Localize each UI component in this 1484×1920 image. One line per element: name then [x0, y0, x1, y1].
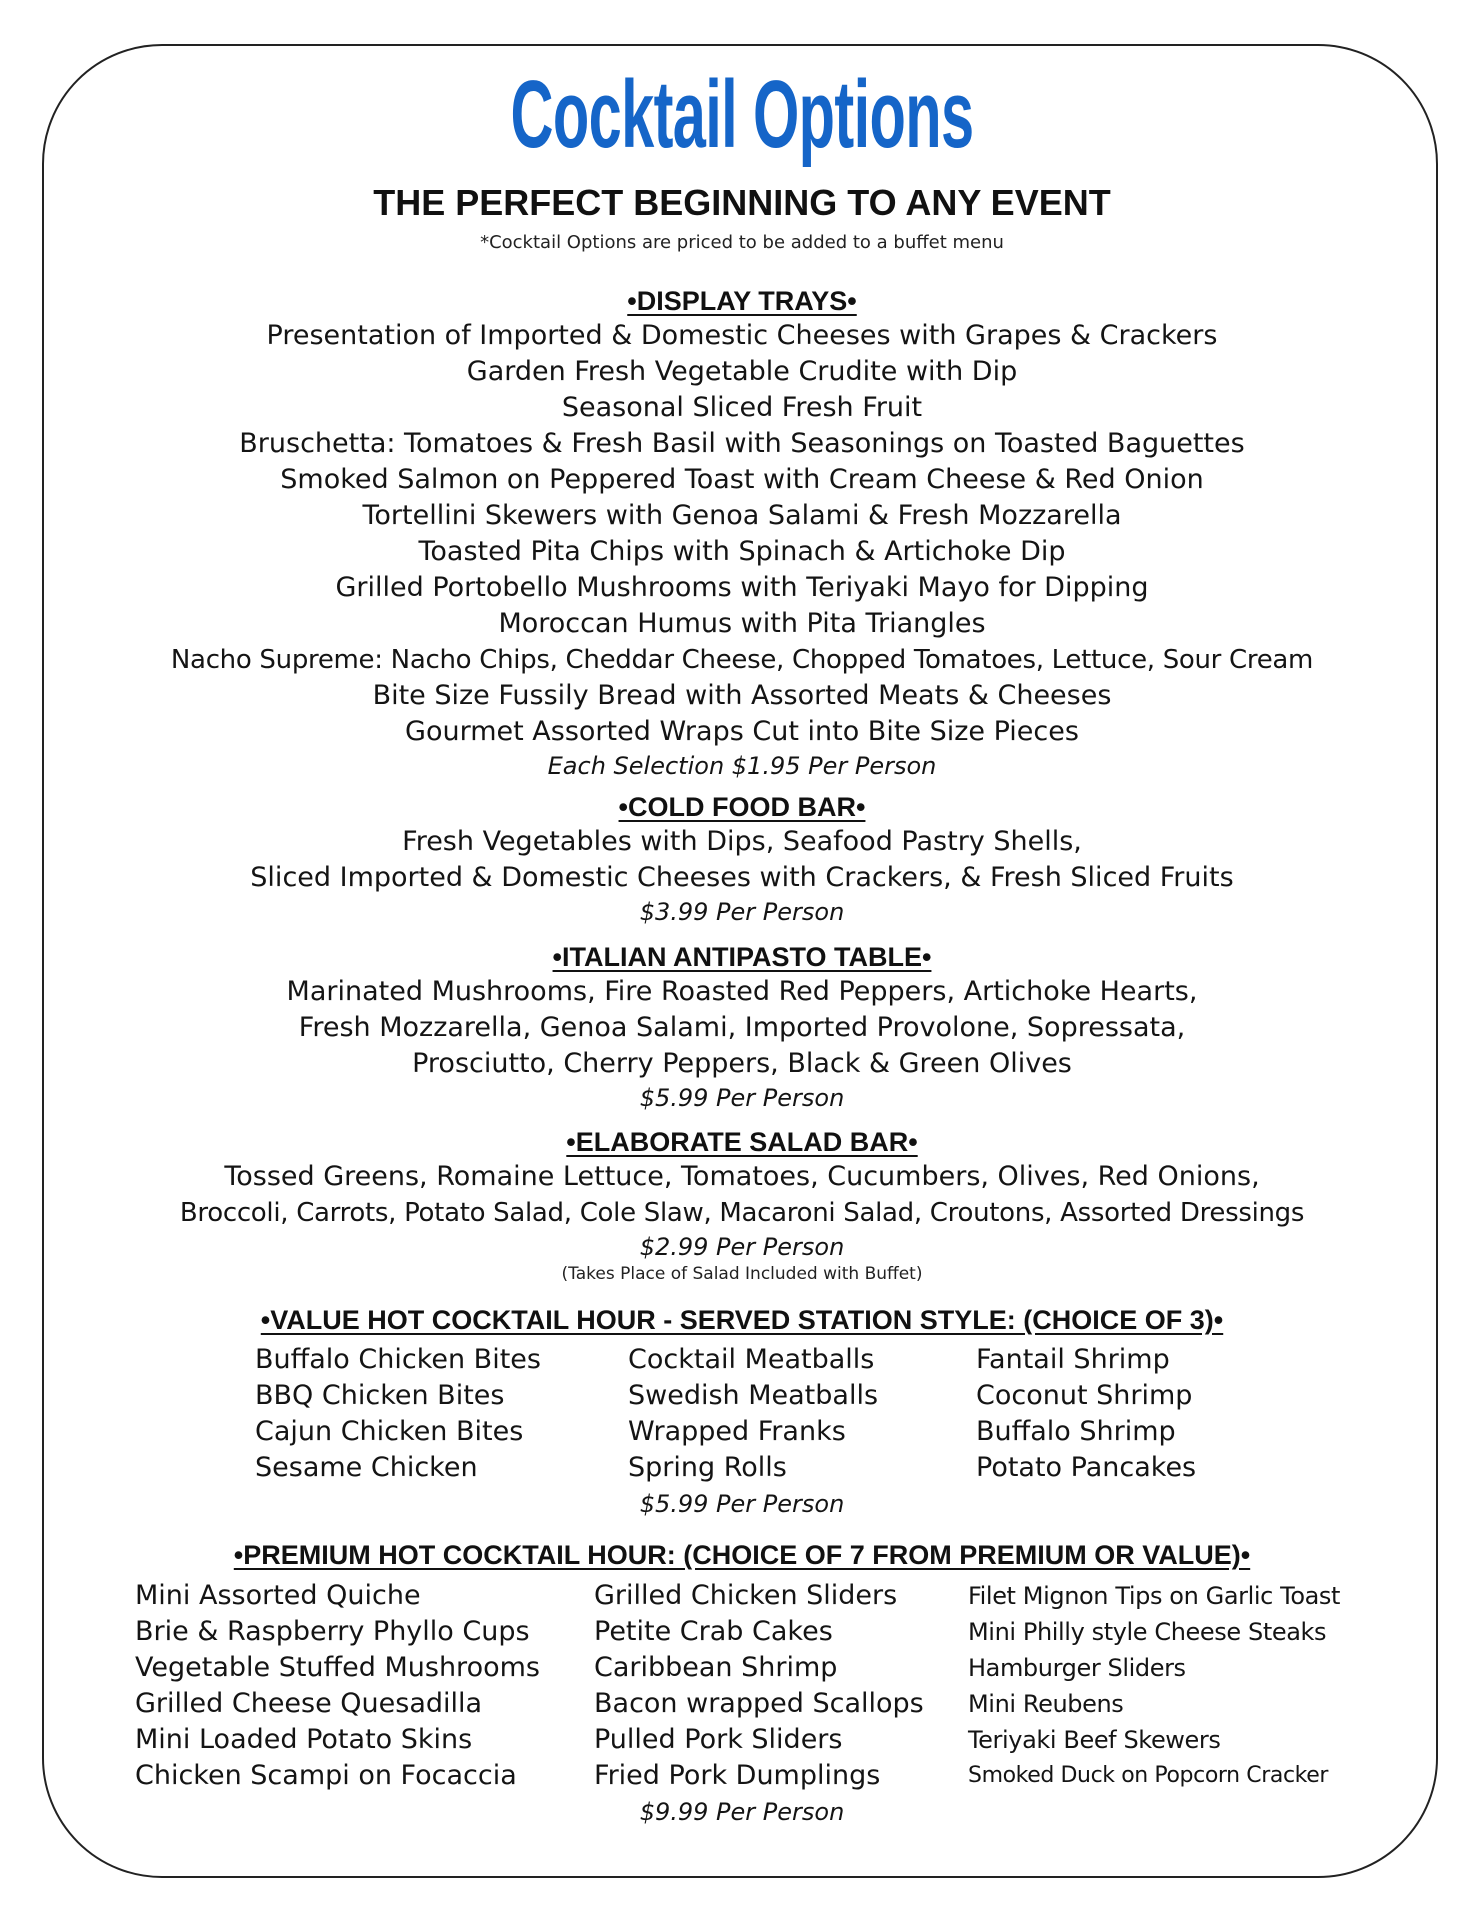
list-item: Swedish Meatballs	[628, 1380, 879, 1411]
section-price: $9.99 Per Person	[639, 1798, 845, 1826]
section-price: $2.99 Per Person	[639, 1233, 845, 1261]
list-item: Fresh Vegetables with Dips, Seafood Pastry Shells,	[402, 826, 1082, 857]
list-item: Smoked Duck on Popcorn Cracker	[968, 1763, 1328, 1788]
list-item: Fresh Mozzarella, Genoa Salami, Imported Provolone, Sopressata,	[298, 1012, 1186, 1043]
list-item: Toasted Pita Chips with Spinach & Artichoke Dip	[418, 536, 1066, 567]
list-item: Grilled Chicken Sliders	[594, 1580, 898, 1611]
salad-bar-section	[40, 1125, 1444, 1285]
premium-hour-heading-block	[40, 1538, 1444, 1572]
section-note: (Takes Place of Salad Included with Buffet)	[561, 1264, 923, 1284]
list-item: Gourmet Assorted Wraps Cut into Bite Size Pieces	[405, 716, 1079, 747]
section-heading: •VALUE HOT COCKTAIL HOUR - SERVED STATION STYLE: (CHOICE OF 3)•	[260, 1305, 1224, 1335]
section-price: Each Selection $1.95 Per Person	[547, 752, 937, 780]
section-price: $3.99 Per Person	[639, 898, 845, 926]
list-item: Mini Reubens	[968, 1690, 1124, 1718]
pricing-note: *Cocktail Options are priced to be added to a buffet menu	[480, 232, 1004, 253]
list-item: Buffalo Chicken Bites	[255, 1344, 541, 1375]
list-item: Moroccan Humus with Pita Triangles	[498, 608, 986, 639]
list-item: Seasonal Sliced Fresh Fruit	[561, 392, 923, 423]
page-title: Cocktail Options	[510, 61, 974, 168]
page-subtitle: THE PERFECT BEGINNING TO ANY EVENT	[373, 182, 1111, 223]
list-item: Grilled Portobello Mushrooms with Teriyaki Mayo for Dipping	[335, 572, 1149, 603]
list-item: Sliced Imported & Domestic Cheeses with Crackers, & Fresh Sliced Fruits	[250, 862, 1234, 893]
list-item: Potato Pancakes	[976, 1452, 1197, 1483]
list-item: Vegetable Stuffed Mushrooms	[135, 1652, 540, 1683]
list-item: Garden Fresh Vegetable Crudite with Dip	[466, 356, 1018, 387]
premium-hour-column-2	[594, 1578, 924, 1794]
list-item: Fantail Shrimp	[976, 1344, 1170, 1375]
list-item: Fried Pork Dumplings	[594, 1760, 881, 1791]
value-hour-heading-block	[40, 1303, 1444, 1337]
section-heading: •ELABORATE SALAD BAR•	[566, 1127, 918, 1157]
list-item: Smoked Salmon on Peppered Toast with Cream Cheese & Red Onion	[280, 464, 1204, 495]
section-heading: •COLD FOOD BAR•	[618, 792, 866, 822]
section-price: $5.99 Per Person	[639, 1490, 845, 1518]
list-item: Sesame Chicken	[255, 1452, 478, 1483]
list-item: Presentation of Imported & Domestic Cheeses with Grapes & Crackers	[266, 320, 1218, 351]
list-item: Spring Rolls	[628, 1452, 787, 1483]
value-hour-price-block	[40, 1488, 1444, 1520]
display-trays-section	[40, 284, 1444, 782]
list-item: Pulled Pork Sliders	[594, 1724, 843, 1755]
list-item: Bacon wrapped Scallops	[594, 1688, 924, 1719]
list-item: Prosciutto, Cherry Peppers, Black & Green Olives	[412, 1048, 1072, 1079]
list-item: Cajun Chicken Bites	[255, 1416, 524, 1447]
list-item: Teriyaki Beef Skewers	[968, 1726, 1221, 1754]
list-item: Filet Mignon Tips on Garlic Toast	[968, 1582, 1341, 1610]
list-item: Nacho Supreme: Nacho Chips, Cheddar Cheese, Chopped Tomatoes, Lettuce, Sour Cream	[170, 645, 1314, 675]
value-hour-column-1	[255, 1342, 541, 1486]
list-item: Petite Crab Cakes	[594, 1616, 833, 1647]
premium-hour-column-3	[968, 1578, 1340, 1794]
list-item: BBQ Chicken Bites	[255, 1380, 505, 1411]
list-item: Broccoli, Carrots, Potato Salad, Cole Slaw, Macaroni Salad, Croutons, Assorted Dressings	[179, 1198, 1305, 1228]
list-item: Buffalo Shrimp	[976, 1416, 1176, 1447]
list-item: Cocktail Meatballs	[628, 1344, 875, 1375]
list-item: Tortellini Skewers with Genoa Salami & Fresh Mozzarella	[362, 500, 1122, 531]
list-item: Chicken Scampi on Focaccia	[135, 1760, 517, 1791]
list-item: Wrapped Franks	[628, 1416, 846, 1447]
cold-food-bar-section	[40, 790, 1444, 928]
list-item: Bite Size Fussily Bread with Assorted Meats & Cheeses	[372, 680, 1112, 711]
list-item: Brie & Raspberry Phyllo Cups	[135, 1616, 530, 1647]
section-heading: •DISPLAY TRAYS•	[627, 286, 857, 316]
list-item: Tossed Greens, Romaine Lettuce, Tomatoes, Cucumbers, Olives, Red Onions,	[224, 1161, 1260, 1192]
value-hour-column-2	[628, 1342, 878, 1486]
list-item: Grilled Cheese Quesadilla	[135, 1688, 483, 1719]
section-price: $5.99 Per Person	[639, 1084, 845, 1112]
value-hour-column-3	[976, 1342, 1196, 1486]
section-heading: •PREMIUM HOT COCKTAIL HOUR: (CHOICE OF 7 FROM PREMIUM OR VALUE)•	[233, 1540, 1251, 1570]
list-item: Bruschetta: Tomatoes & Fresh Basil with Seasonings on Toasted Baguettes	[239, 428, 1245, 459]
list-item: Caribbean Shrimp	[594, 1652, 838, 1683]
section-heading: •ITALIAN ANTIPASTO TABLE•	[552, 942, 932, 972]
list-item: Coconut Shrimp	[976, 1380, 1193, 1411]
premium-hour-column-1	[135, 1578, 540, 1794]
premium-hour-price-block	[40, 1796, 1444, 1828]
list-item: Marinated Mushrooms, Fire Roasted Red Peppers, Artichoke Hearts,	[286, 976, 1198, 1007]
list-item: Mini Assorted Quiche	[135, 1580, 421, 1611]
list-item: Mini Philly style Cheese Steaks	[968, 1618, 1327, 1646]
antipasto-section	[40, 940, 1444, 1114]
list-item: Mini Loaded Potato Skins	[135, 1724, 473, 1755]
list-item: Hamburger Sliders	[968, 1654, 1186, 1682]
